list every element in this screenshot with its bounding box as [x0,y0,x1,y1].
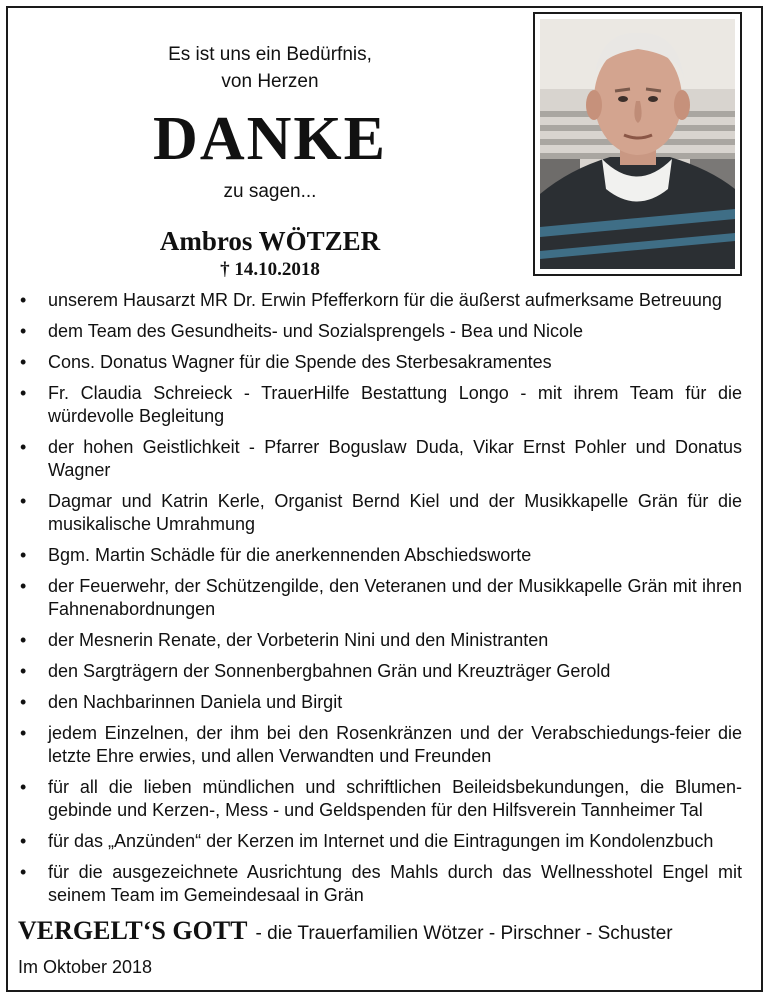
thanks-item-text: den Nachbarinnen Daniela und Birgit [48,692,343,712]
bullet-icon: • [20,862,27,882]
thanks-item [18,289,742,312]
bullet-icon: • [20,576,27,596]
thanks-item-text: für das „Anzünden“ der Kerzen im Internet und die Eintragungen im Kondolenzbuch [48,831,714,851]
death-date: † 14.10.2018 [220,259,320,280]
thanks-item [18,861,742,907]
intro-line-1: Es ist uns ein Bedürfnis, [168,44,372,65]
thanks-item-text: Bgm. Martin Schädle für die anerkennenden Abschiedsworte [48,545,532,565]
danke-heading: DANKE [153,105,387,173]
thanks-item [18,320,742,343]
bullet-icon: • [20,692,27,712]
thanks-item-text: dem Team des Gesundheits- und Sozialsprengels - Bea und Nicole [48,321,583,341]
thanks-item [18,776,742,822]
thanks-item-text: Dagmar und Katrin Kerle, Organist Bernd Kiel und der Musikkapelle Grän für die musikalische Umrahmung [48,491,742,534]
thanks-item [18,830,742,853]
thanks-item [18,629,742,652]
bullet-icon: • [20,777,27,797]
zu-sagen-text: zu sagen... [223,181,317,202]
bullet-icon: • [20,491,27,511]
bullet-icon: • [20,831,27,851]
bullet-icon: • [20,290,27,310]
intro-line-2: von Herzen [221,71,319,92]
thanks-item [18,575,742,621]
thanks-item-text: jedem Einzelnen, der ihm bei den Rosenkränzen und der Verabschiedungs-feier die letzte Ehre erwies, und allen Verwandten und Freunden [48,723,742,766]
thanks-item-text: der Mesnerin Renate, der Vorbeterin Nini und den Ministranten [48,630,549,650]
thanks-item [18,382,742,428]
thanks-item-text: der hohen Geistlichkeit - Pfarrer Boguslaw Duda, Vikar Ernst Pohler und Donatus Wagner [48,437,742,480]
thanks-item-text: für all die lieben mündlichen und schriftlichen Beileidsbekundungen, die Blumen-gebinde und Kerzen-, Mess - und Geldspenden für den Hilfsverein Tannheimer Tal [48,777,742,820]
thanks-item-text: Fr. Claudia Schreieck - TrauerHilfe Bestattung Longo - mit ihrem Team für die würdevolle Begleitung [48,383,742,426]
thanks-item [18,490,742,536]
thanks-item [18,436,742,482]
thanks-item [18,544,742,567]
thanks-item-text: Cons. Donatus Wagner für die Spende des Sterbesakramentes [48,352,552,372]
thanks-item [18,351,742,374]
portrait-photo-icon [540,19,735,269]
vergelts-gott: VERGELT‘S GOTT [18,916,248,945]
bullet-icon: • [20,545,27,565]
intro-text [0,41,540,95]
bullet-icon: • [20,723,27,743]
bullet-icon: • [20,321,27,341]
bullet-icon: • [20,383,27,403]
mourning-families: - die Trauerfamilien Wötzer - Pirschner - Schuster [255,923,673,944]
thanks-list [18,289,742,915]
bullet-icon: • [20,630,27,650]
footer-line [18,916,742,946]
thanks-item-text: für die ausgezeichnete Ausrichtung des Mahls durch das Wellnesshotel Engel mit seinem Team im Gemeindesaal in Grän [48,862,742,905]
thanks-item [18,691,742,714]
thanks-item-text: den Sargträgern der Sonnenbergbahnen Grän und Kreuzträger Gerold [48,661,611,681]
date-line: Im Oktober 2018 [18,957,153,977]
bullet-icon: • [20,437,27,457]
bullet-icon: • [20,661,27,681]
bullet-icon: • [20,352,27,372]
thanks-item-text: der Feuerwehr, der Schützengilde, den Veteranen und der Musikkapelle Grän mit ihren Fahnenabordnungen [48,576,742,619]
thanks-item [18,660,742,683]
thanks-item [18,722,742,768]
portrait-photo [533,12,742,276]
deceased-name: Ambros WÖTZER [159,226,381,256]
thanks-item-text: unserem Hausarzt MR Dr. Erwin Pfefferkorn für die äußerst aufmerksame Betreuung [48,290,722,310]
